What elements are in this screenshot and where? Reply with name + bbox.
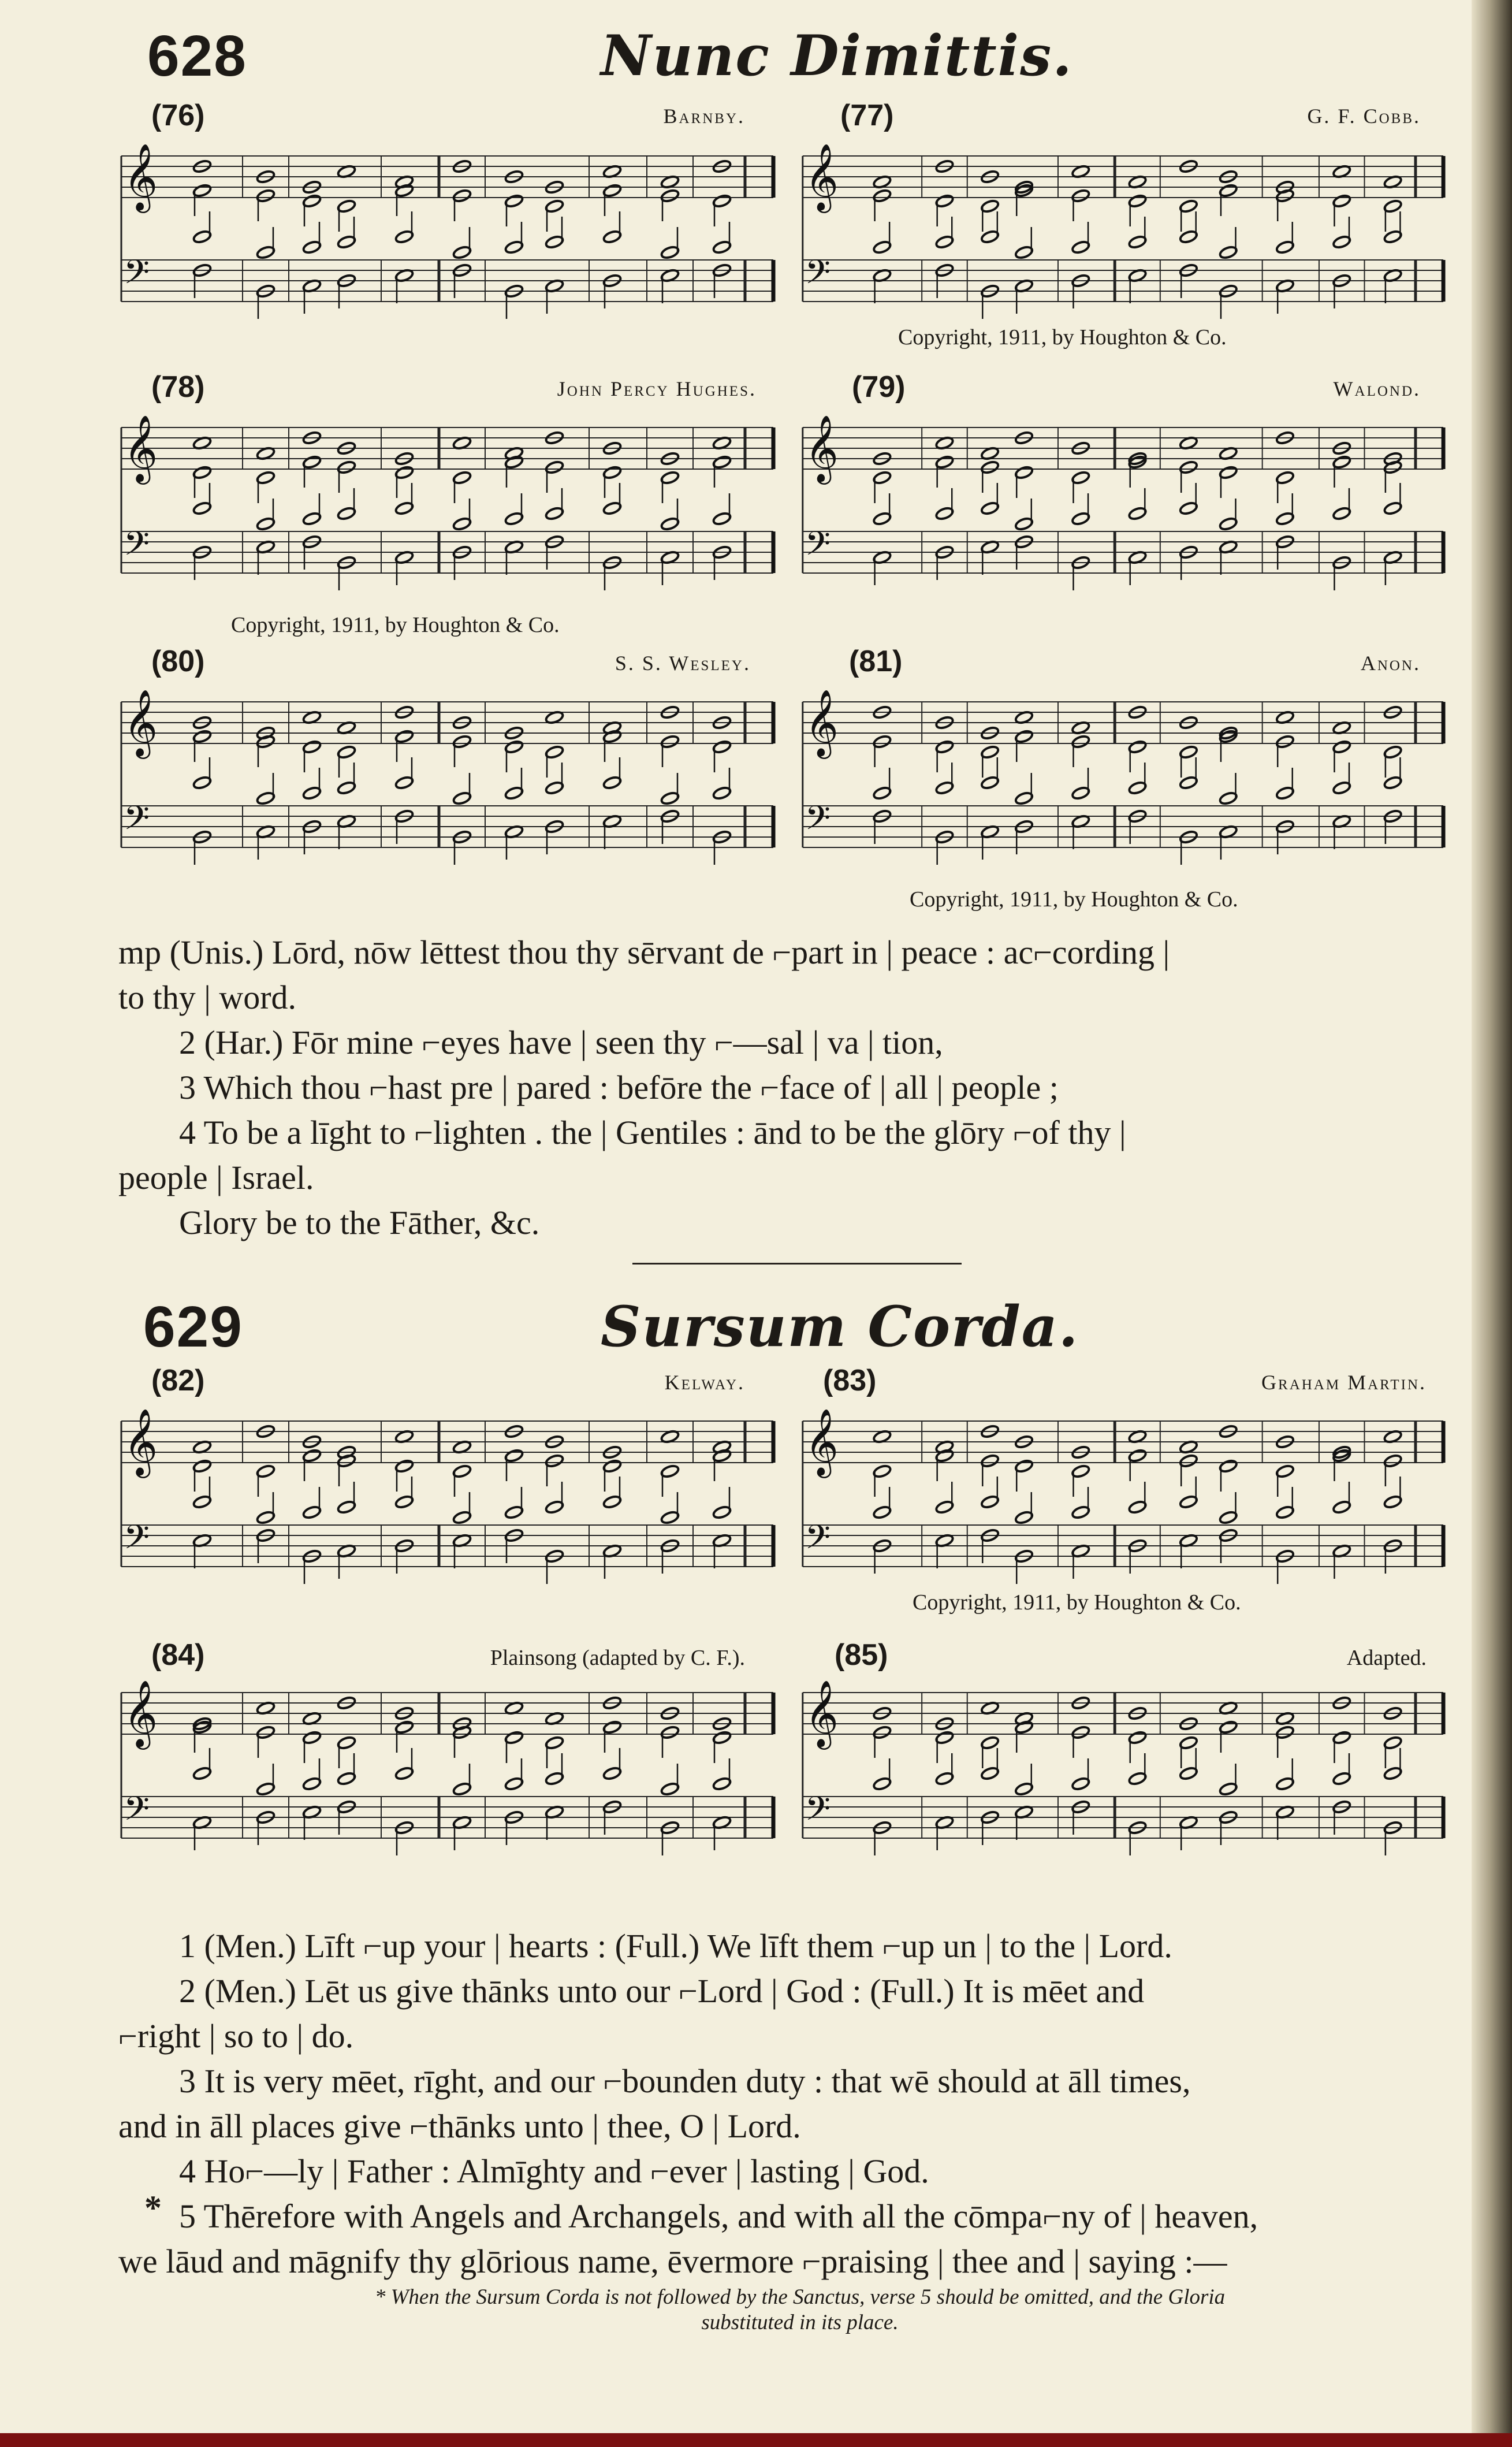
section-divider	[632, 1263, 962, 1265]
footnote-line: substituted in its place.	[701, 2311, 899, 2334]
music-staff-85	[797, 1681, 1447, 1866]
svg-text:𝄞: 𝄞	[124, 1681, 158, 1747]
copyright-81: Copyright, 1911, by Houghton & Co.	[910, 887, 1238, 912]
verse-line: 3 It is very mēet, rīght, and our ⌐bounden duty : that wē should at āll times,	[179, 2062, 1191, 2100]
svg-text:𝄢: 𝄢	[124, 1518, 150, 1565]
verse-line: people | Israel.	[118, 1159, 314, 1196]
svg-text:𝄞: 𝄞	[805, 690, 839, 757]
page-bottom-edge	[0, 2433, 1512, 2447]
hymn-number-628: 628	[147, 24, 247, 88]
music-staff-77	[797, 144, 1447, 329]
svg-text:𝄢: 𝄢	[805, 1790, 831, 1837]
verse-line: ⌐right | so to | do.	[118, 2017, 354, 2055]
verse-line: 2 (Har.) Fōr mine ⌐eyes have | seen thy ⌐—sal | va | tion,	[179, 1024, 943, 1061]
verse-line: 4 Ho⌐—ly | Father : Almīghty and ⌐ever | lasting | God.	[179, 2152, 929, 2190]
verse-line: we lāud and māgnify thy glōrious name, ēvermore ⌐praising | thee and | saying :—	[118, 2243, 1227, 2280]
verse-line: 3 Which thou ⌐hast pre | pared : befōre the ⌐face of | all | people ;	[179, 1069, 1059, 1106]
chant-composer-79: Walond.	[1333, 377, 1421, 400]
svg-text:𝄞: 𝄞	[805, 1410, 839, 1476]
verse-line: 5 Thērefore with Angels and Archangels, and with all the cōmpa⌐ny of | heaven,	[179, 2197, 1258, 2235]
svg-text:𝄞: 𝄞	[805, 1681, 839, 1747]
copyright-83: Copyright, 1911, by Houghton & Co.	[913, 1590, 1241, 1615]
hymn-title-nunc-dimittis: Nunc Dimittis.	[601, 23, 1073, 88]
verses-628	[118, 930, 1458, 1245]
svg-text:𝄢: 𝄢	[124, 252, 150, 300]
verse-line: to thy | word.	[118, 979, 297, 1016]
hymn-title-sursum-corda: Sursum Corda.	[601, 1294, 1079, 1359]
music-staff-81	[797, 690, 1447, 875]
chant-number-77: (77)	[840, 99, 894, 132]
chant-number-83: (83)	[823, 1364, 877, 1397]
chant-composer-84: Plainsong (adapted by C. F.).	[490, 1646, 745, 1670]
svg-text:𝄞: 𝄞	[124, 1410, 158, 1475]
svg-text:𝄞: 𝄞	[805, 416, 839, 482]
music-staff-83	[797, 1410, 1447, 1594]
verse-line: 2 (Men.) Lēt us give thānks unto our ⌐Lord | God : (Full.) It is mēet and	[179, 1972, 1145, 2010]
copyright-78: Copyright, 1911, by Houghton & Co.	[231, 613, 560, 637]
chant-composer-80: S. S. Wesley.	[615, 652, 751, 675]
music-staff-84	[116, 1681, 777, 1866]
verses-629	[118, 1924, 1458, 2284]
footnote-star: *	[144, 2189, 162, 2227]
copyright-77: Copyright, 1911, by Houghton & Co.	[898, 325, 1227, 349]
verse-line: and in āll places give ⌐thānks unto | thee, O | Lord.	[118, 2107, 801, 2145]
svg-text:𝄞: 𝄞	[124, 690, 158, 756]
svg-text:𝄢: 𝄢	[124, 524, 150, 571]
verse-line: Glory be to the Fāther, &c.	[179, 1204, 540, 1241]
svg-text:𝄢: 𝄢	[124, 798, 150, 846]
chant-number-84: (84)	[151, 1638, 205, 1672]
music-staff-78	[116, 416, 777, 601]
page-edge-shadow	[1472, 0, 1512, 2447]
chant-composer-81: Anon.	[1360, 652, 1421, 675]
verse-line: mp (Unis.) Lōrd, nōw lēttest thou thy sērvant de ⌐part in | peace : ac⌐cording |	[118, 934, 1170, 971]
footnote	[165, 2285, 1435, 2336]
svg-text:𝄢: 𝄢	[805, 1518, 831, 1565]
chant-composer-83: Graham Martin.	[1261, 1371, 1427, 1394]
chant-number-81: (81)	[849, 645, 903, 678]
chant-number-80: (80)	[151, 645, 205, 678]
footnote-line: * When the Sursum Corda is not followed by the Sanctus, verse 5 should be omitted, and the Gloria	[374, 2285, 1226, 2309]
svg-text:𝄢: 𝄢	[805, 799, 831, 846]
chant-number-79: (79)	[852, 370, 906, 404]
svg-text:𝄞: 𝄞	[805, 144, 839, 211]
chant-composer-85: Adapted.	[1346, 1646, 1427, 1670]
svg-text:𝄢: 𝄢	[805, 253, 831, 300]
chant-number-82: (82)	[151, 1364, 205, 1397]
svg-text:𝄢: 𝄢	[805, 525, 831, 572]
svg-text:𝄞: 𝄞	[124, 144, 158, 210]
svg-text:𝄞: 𝄞	[124, 416, 158, 482]
svg-text:𝄢: 𝄢	[124, 1789, 150, 1836]
music-staff-82	[116, 1410, 777, 1594]
music-staff-79	[797, 416, 1447, 601]
verse-line: 1 (Men.) Līft ⌐up your | hearts : (Full.) We līft them ⌐up un | to the | Lord.	[179, 1927, 1172, 1965]
chant-composer-78: John Percy Hughes.	[557, 377, 757, 400]
chant-number-85: (85)	[835, 1638, 888, 1672]
verse-line: 4 To be a līght to ⌐lighten . the | Gentiles : ānd to be the glōry ⌐of thy |	[179, 1114, 1126, 1151]
hymn-number-629: 629	[143, 1295, 243, 1359]
music-staff-80	[116, 690, 777, 875]
chant-number-78: (78)	[151, 370, 205, 404]
chant-composer-82: Kelway.	[664, 1371, 745, 1394]
music-staff-76	[116, 144, 777, 329]
chant-number-76: (76)	[151, 99, 205, 132]
chant-composer-77: G. F. Cobb.	[1307, 105, 1421, 128]
chant-composer-76: Barnby.	[663, 105, 745, 128]
